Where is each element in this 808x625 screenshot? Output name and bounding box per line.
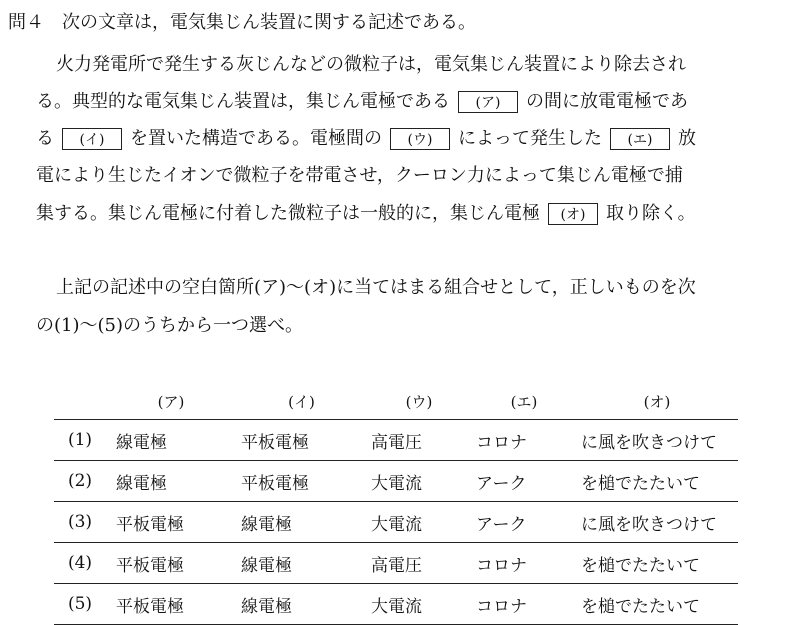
table-cell: 高電圧 bbox=[367, 543, 472, 584]
text-line-3c: によって発生した bbox=[458, 128, 602, 149]
question-title: 問４ 次の文章は，電気集じん装置に関する記述である。 bbox=[8, 12, 476, 33]
table-row bbox=[54, 543, 738, 584]
header-o: (オ) bbox=[577, 383, 738, 420]
blank-o: (オ) bbox=[548, 203, 598, 225]
table-cell: 大電流 bbox=[367, 461, 472, 502]
table-cell: 平板電極 bbox=[237, 420, 367, 461]
text-line-2b: の間に放電電極であ bbox=[526, 91, 688, 112]
header-e: (エ) bbox=[472, 383, 577, 420]
table-cell: 線電極 bbox=[106, 461, 237, 502]
table-row bbox=[54, 584, 738, 625]
text-line-2a: る。典型的な電気集じん装置は，集じん電極である bbox=[36, 91, 450, 112]
text-line-3d: 放 bbox=[678, 128, 696, 149]
table-header-row bbox=[54, 383, 738, 420]
text-line-3a: る bbox=[36, 128, 54, 149]
blank-u: (ウ) bbox=[390, 128, 450, 150]
text-line-3b: を置いた構造である。電極間の bbox=[130, 128, 382, 149]
text-line-5a: 集する。集じん電極に付着した微粒子は一般的に，集じん電極 bbox=[36, 203, 540, 224]
table-cell: コロナ bbox=[472, 543, 577, 584]
table-cell: 平板電極 bbox=[237, 461, 367, 502]
answer-table bbox=[54, 383, 738, 625]
blank-e: (エ) bbox=[610, 128, 670, 150]
header-i: (イ) bbox=[237, 383, 367, 420]
blank-i: (イ) bbox=[62, 128, 122, 150]
choice-number: (1) bbox=[54, 420, 106, 461]
table-cell: 平板電極 bbox=[106, 502, 237, 543]
table-row bbox=[54, 420, 738, 461]
text-line-4: 電により生じたイオンで微粒子を帯電させ，クーロン力によって集じん電極で捕 bbox=[36, 165, 683, 186]
choice-number: (5) bbox=[54, 584, 106, 625]
header-a: (ア) bbox=[106, 383, 237, 420]
table-cell: 高電圧 bbox=[367, 420, 472, 461]
table-row bbox=[54, 461, 738, 502]
table-cell: 大電流 bbox=[367, 584, 472, 625]
choice-number: (2) bbox=[54, 461, 106, 502]
table-cell: アーク bbox=[472, 461, 577, 502]
instruction-line-1: 上記の記述中の空白箇所(ア)～(オ)に当てはまる組合せとして，正しいものを次 bbox=[56, 277, 696, 298]
choice-number: (3) bbox=[54, 502, 106, 543]
text-line-5b: 取り除く。 bbox=[606, 203, 696, 224]
text-line-3 bbox=[36, 126, 696, 152]
blank-a: (ア) bbox=[458, 91, 518, 113]
table-cell: を槌でたたいて bbox=[577, 584, 738, 625]
table-cell: に風を吹きつけて bbox=[577, 502, 738, 543]
text-line-2 bbox=[36, 89, 688, 115]
table-row bbox=[54, 502, 738, 543]
text-line-1: 火力発電所で発生する灰じんなどの微粒子は，電気集じん装置により除去され bbox=[56, 54, 686, 75]
table-cell: 線電極 bbox=[237, 584, 367, 625]
table-cell: コロナ bbox=[472, 584, 577, 625]
table-cell: 平板電極 bbox=[106, 584, 237, 625]
table-cell: 線電極 bbox=[106, 420, 237, 461]
table-cell: に風を吹きつけて bbox=[577, 420, 738, 461]
header-number bbox=[54, 383, 106, 420]
text-line-5 bbox=[36, 201, 696, 227]
table-cell: 大電流 bbox=[367, 502, 472, 543]
instruction-line-2: の(1)～(5)のうちから一つ選べ。 bbox=[36, 315, 303, 336]
table-cell: 線電極 bbox=[237, 502, 367, 543]
table-cell: を槌でたたいて bbox=[577, 543, 738, 584]
table-cell: コロナ bbox=[472, 420, 577, 461]
header-u: (ウ) bbox=[367, 383, 472, 420]
choice-number: (4) bbox=[54, 543, 106, 584]
table-cell: アーク bbox=[472, 502, 577, 543]
table-cell: 平板電極 bbox=[106, 543, 237, 584]
table-cell: を槌でたたいて bbox=[577, 461, 738, 502]
table-cell: 線電極 bbox=[237, 543, 367, 584]
